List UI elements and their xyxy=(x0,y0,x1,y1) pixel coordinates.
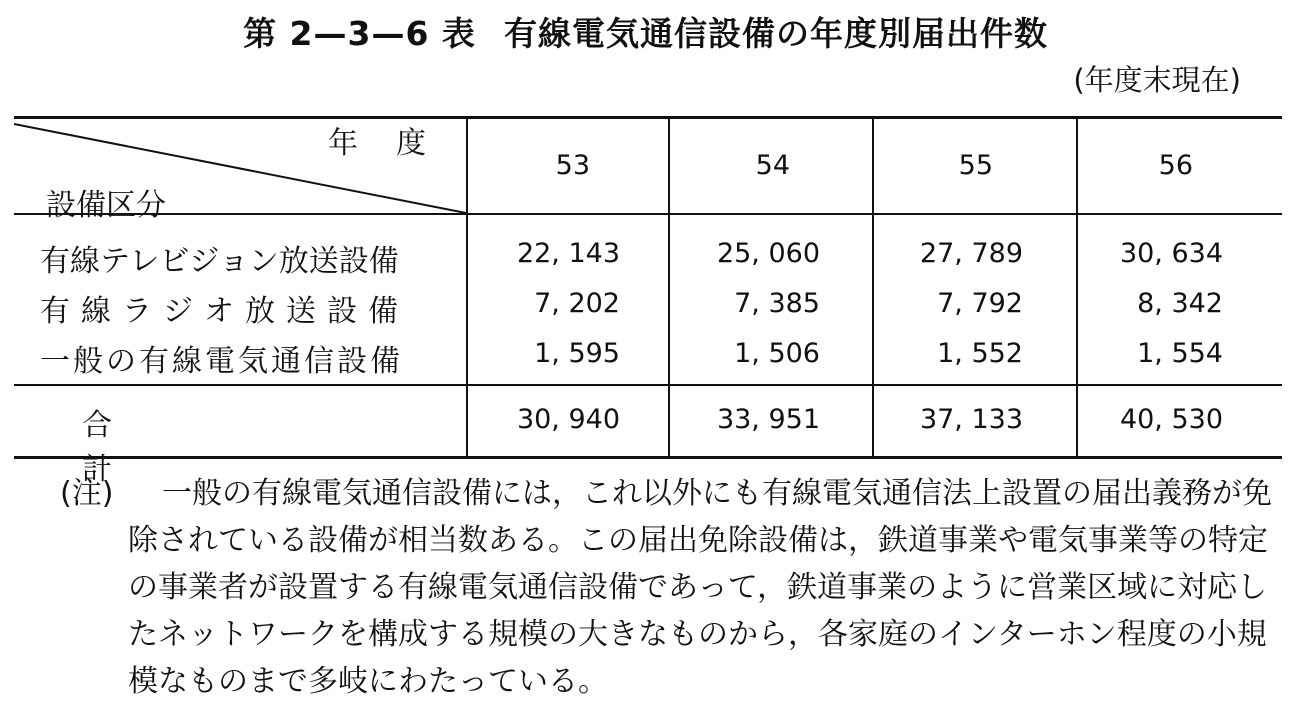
total-cell: 33, 951 xyxy=(716,404,820,435)
total-cell: 37, 133 xyxy=(919,404,1023,435)
row-label-radio: 有線ラジオ放送設備 xyxy=(40,294,409,329)
row-label-catv: 有線テレビジョン放送設備 xyxy=(40,244,399,279)
total-cell: 40, 530 xyxy=(1119,404,1223,435)
table-cell: 22, 143 xyxy=(516,238,620,269)
footnote-text: 一般の有線電気通信設備には，これ以外にも有線電気通信法上設置の届出義務が免除されている設備が相当数ある。この届出免除設備は，鉄道事業や電気事業等の特定の事業者が設置する有線電気通信設備であって，鉄道事業のように営業区域に対応したネットワークを構成する規模の大きなものから，各家庭のインターホン程度の小規模なものまで多岐にわたっている。 xyxy=(128,476,1272,699)
table-cell: 25, 060 xyxy=(716,238,820,269)
year-header-54: 54 xyxy=(755,150,790,181)
year-header-53: 53 xyxy=(555,150,590,181)
table-cell: 30, 634 xyxy=(1119,238,1223,269)
table-cell: 7, 202 xyxy=(534,288,620,319)
table-cell: 8, 342 xyxy=(1137,288,1223,319)
header-category-label: 設備区分 xyxy=(46,188,166,223)
table-cell: 1, 506 xyxy=(734,338,820,369)
table-title xyxy=(0,8,1291,55)
table-number: 第 2—3—6 表 xyxy=(243,14,476,53)
table-cell: 27, 789 xyxy=(919,238,1023,269)
as-of-label: (年度末現在) xyxy=(1073,63,1241,97)
total-cell: 30, 940 xyxy=(516,404,620,435)
year-header-55: 55 xyxy=(958,150,993,181)
table-cell: 1, 554 xyxy=(1137,338,1223,369)
total-row-label: 合計 xyxy=(82,408,352,487)
table-cell: 7, 385 xyxy=(734,288,820,319)
year-header-56: 56 xyxy=(1158,150,1193,181)
table-cell: 1, 552 xyxy=(937,338,1023,369)
table-title-text: 有線電気通信設備の年度別届出件数 xyxy=(503,14,1048,53)
total-divider xyxy=(14,384,1282,386)
table-cell: 1, 595 xyxy=(534,338,620,369)
table-cell: 7, 792 xyxy=(937,288,1023,319)
row-label-general: 一般の有線電気通信設備 xyxy=(40,344,403,379)
footnote-mark: (注) xyxy=(60,476,114,511)
header-year-label: 年度 xyxy=(328,126,464,161)
